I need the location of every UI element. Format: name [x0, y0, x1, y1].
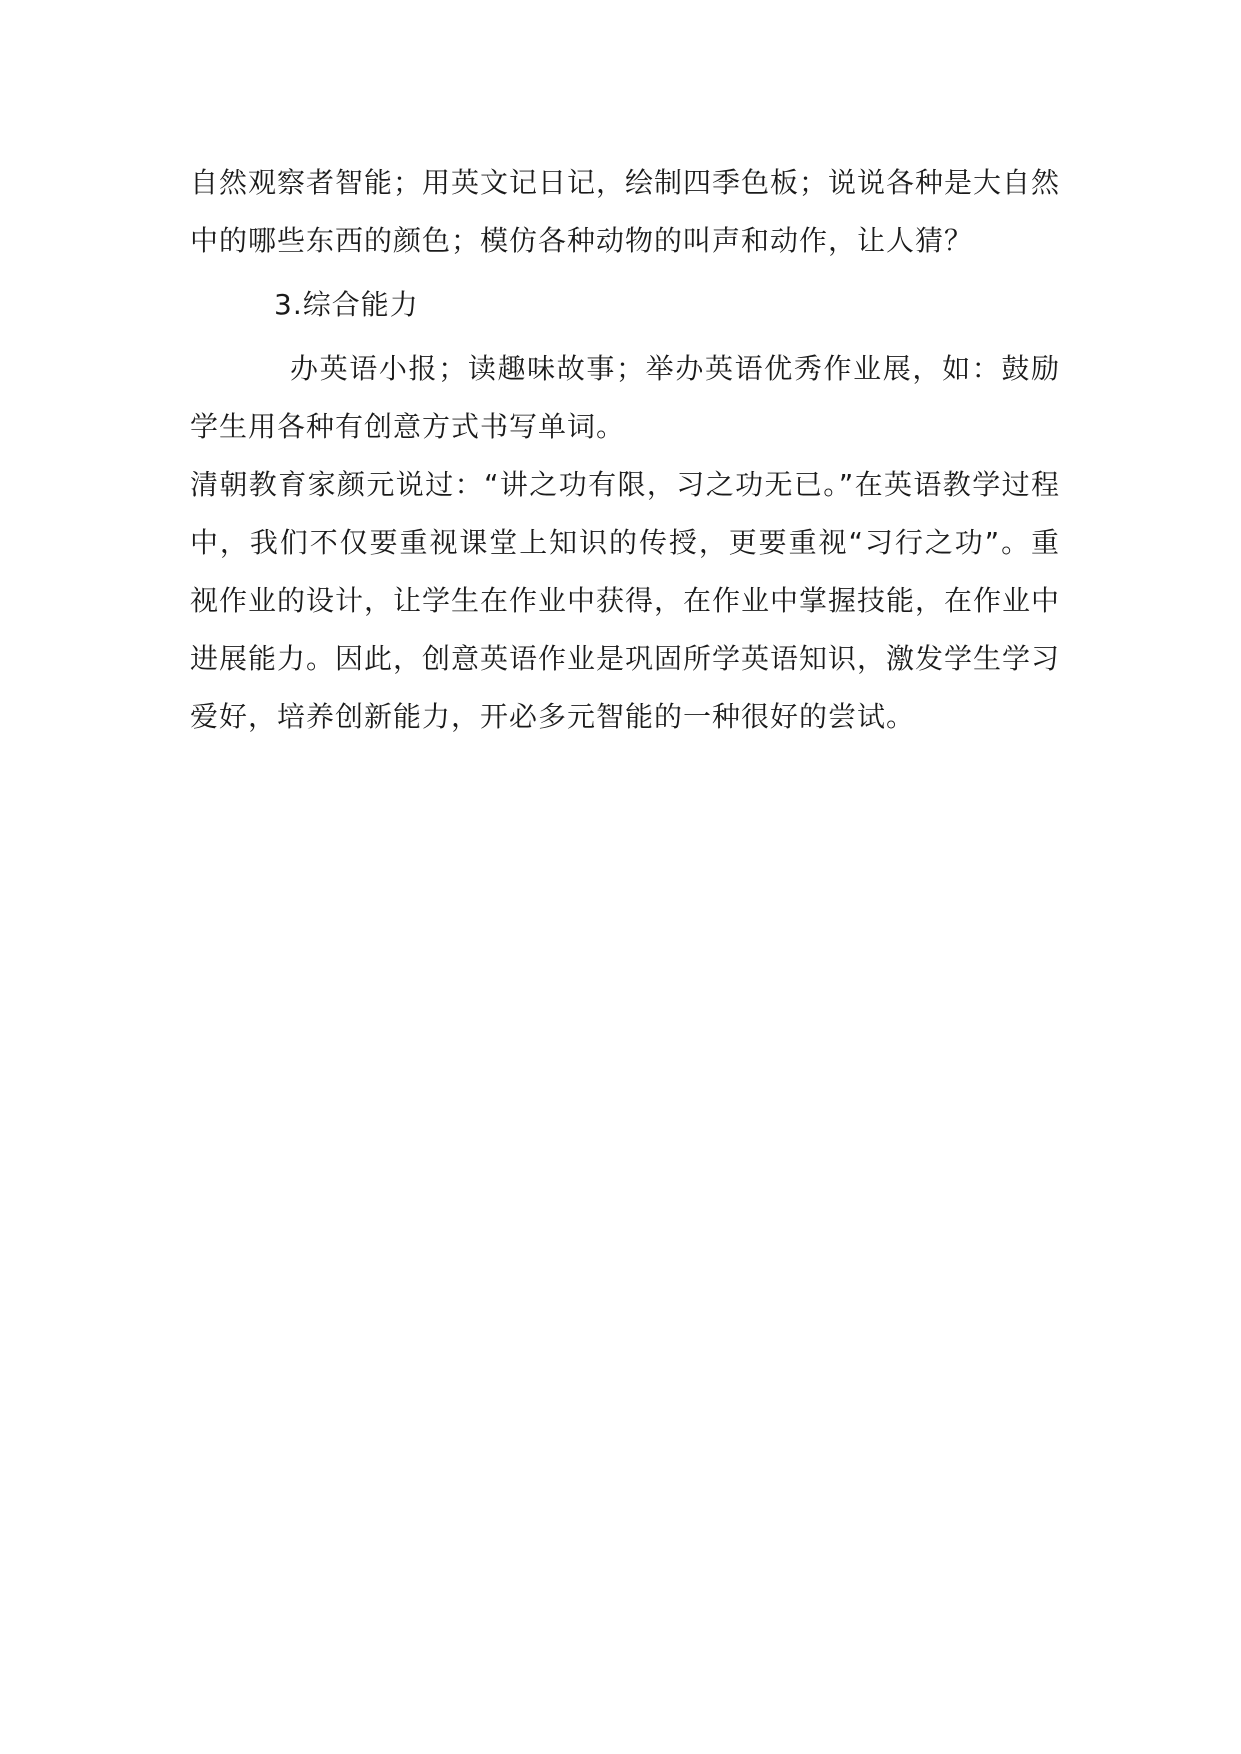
paragraph-english-newspaper: 办英语小报；读趣味故事；举办英语优秀作业展，如：鼓励学生用各种有创意方式书写单词。 — [190, 352, 1060, 443]
paragraph-conclusion: 清朝教育家颜元说过：“讲之功有限，习之功无已。”在英语教学过程中，我们不仅要重视课堂上知识的传授，更要重视“习行之功”。重视作业的设计，让学生在作业中获得，在作业中掌握技能，在作业中进展能力。因此，创意英语作业是巩固所学英语知识，激发学生学习爱好，培养创新能力，开必多元智能的一种很好的尝试。 — [190, 468, 1061, 733]
document-body — [190, 154, 1060, 746]
paragraph-naturalist-intelligence: 自然观察者智能；用英文记日记，绘制四季色板；说说各种是大自然中的哪些东西的颜色；模仿各种动物的叫声和动作，让人猜？ — [190, 166, 1061, 257]
section-heading-comprehensive-ability: 3.综合能力 — [274, 288, 419, 321]
